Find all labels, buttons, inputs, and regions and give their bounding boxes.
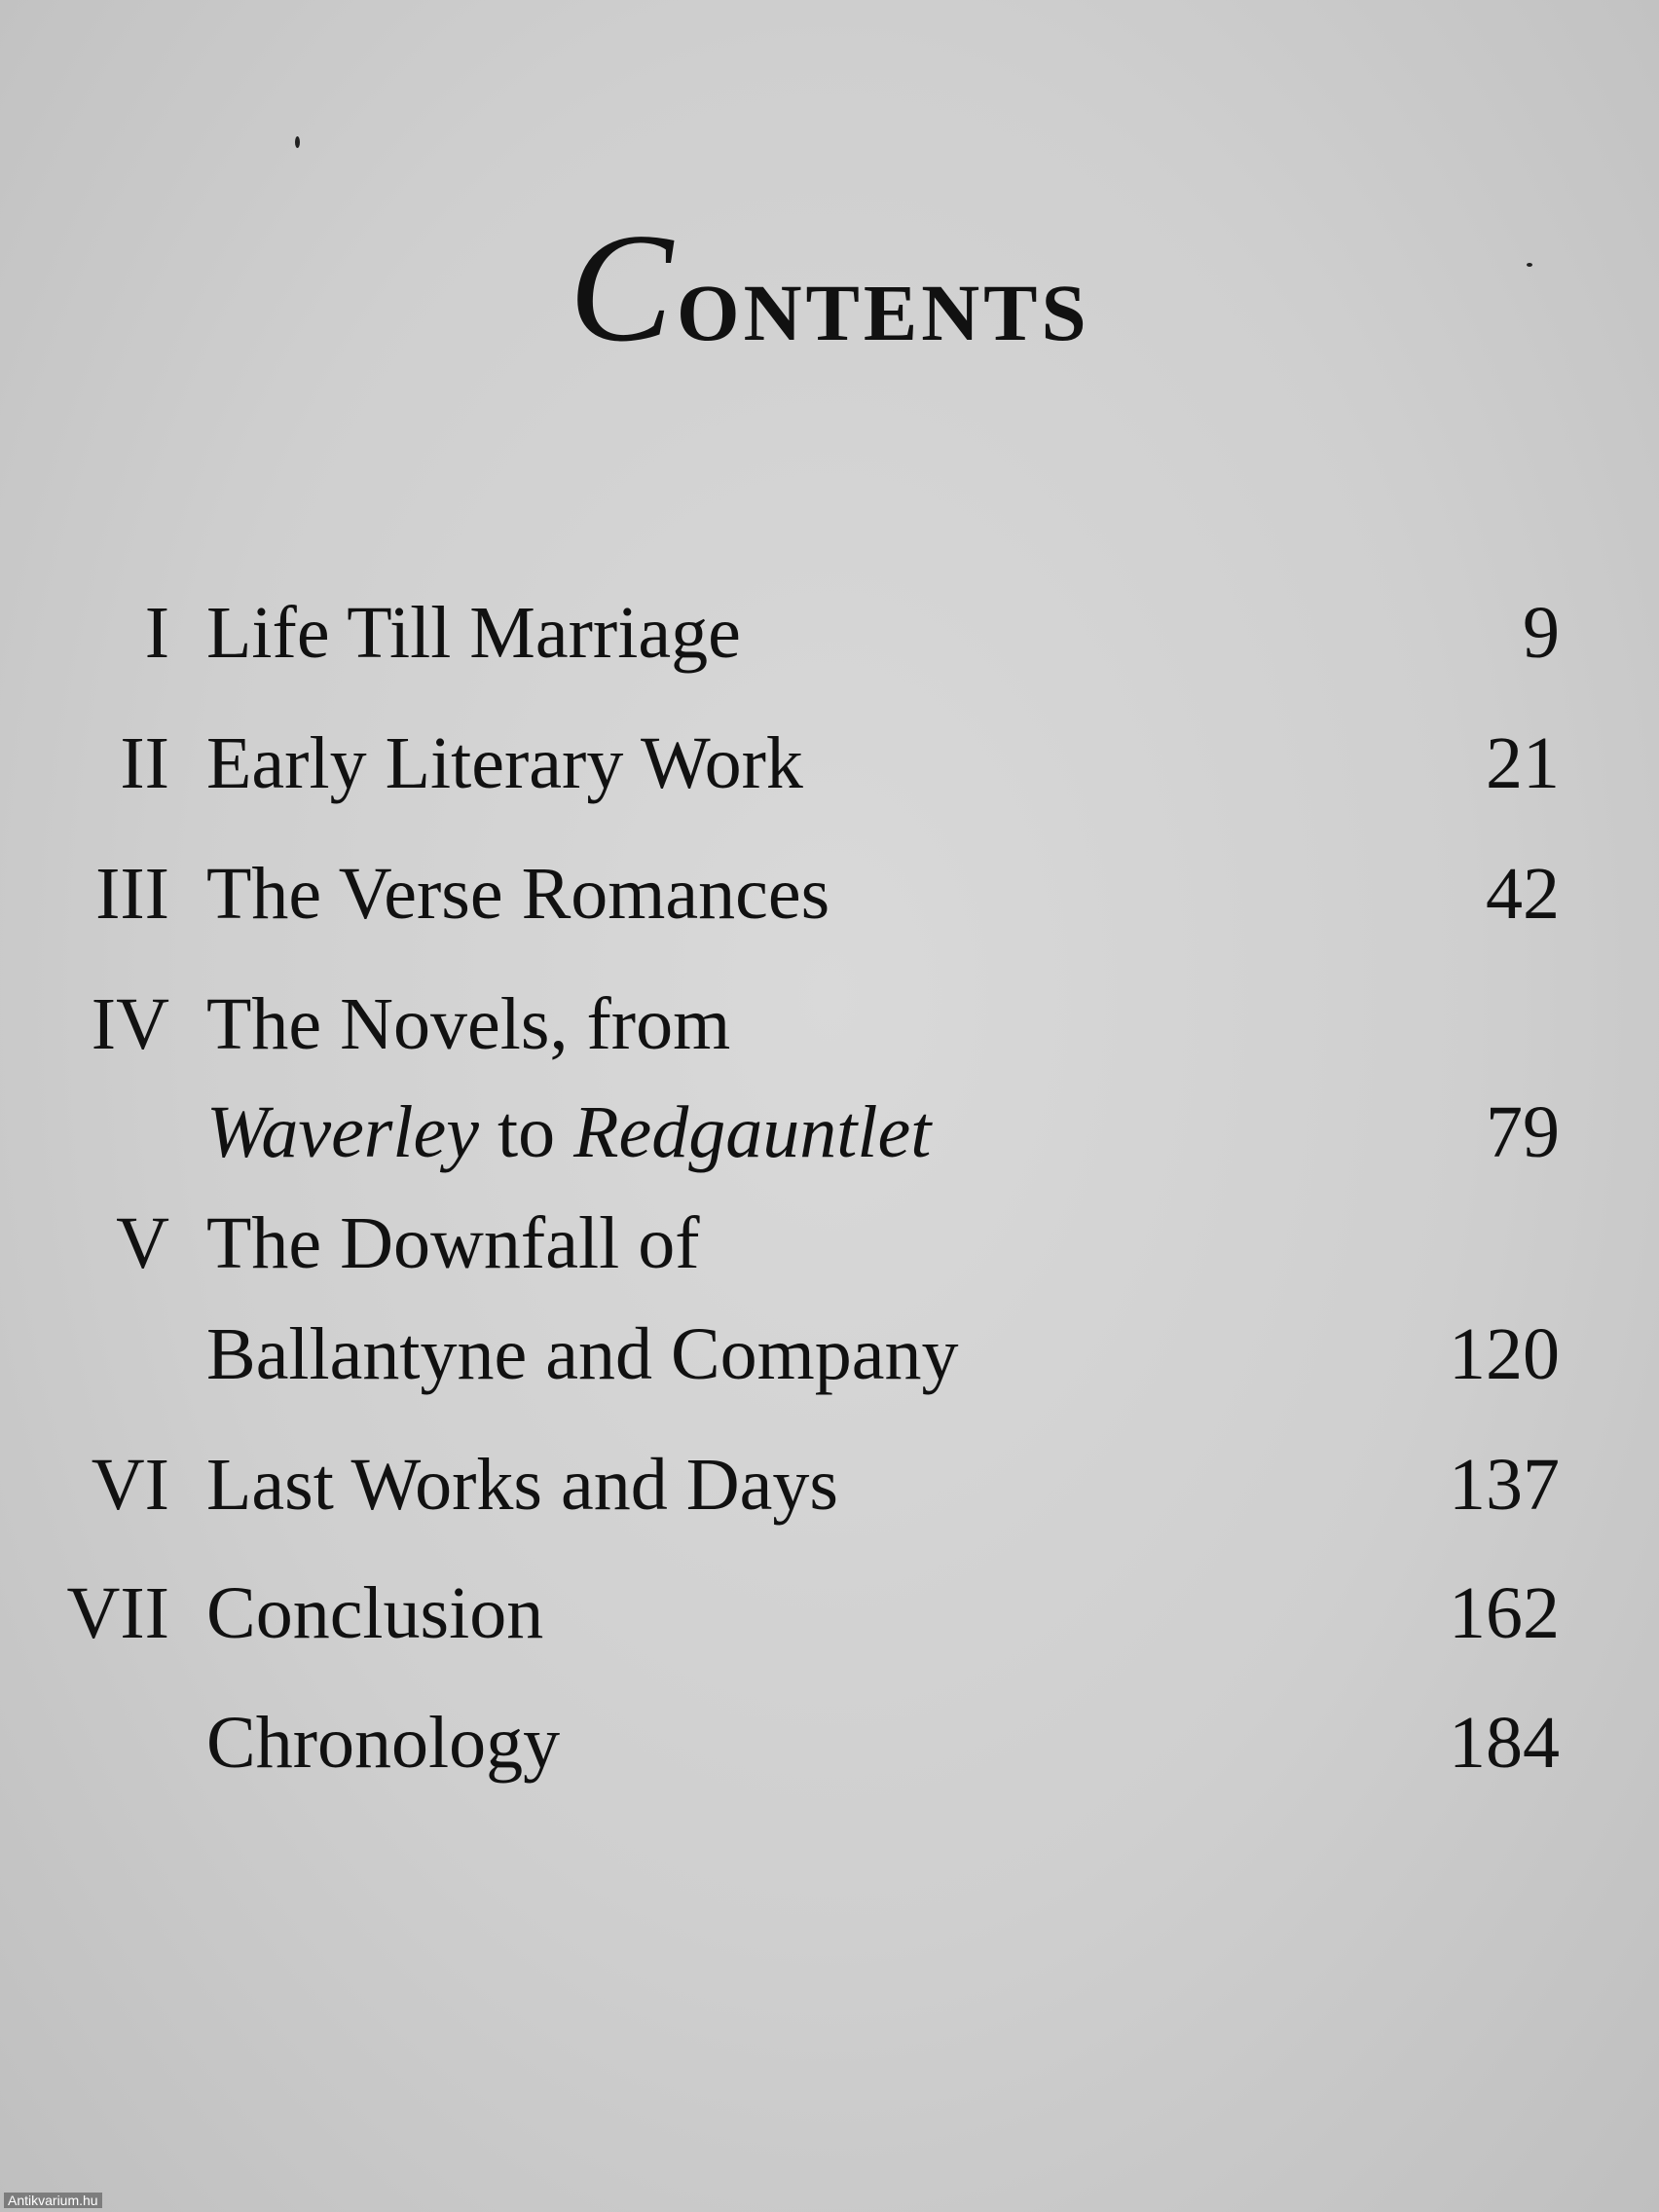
chapter-number: V: [116, 1202, 169, 1284]
page-number: 162: [1449, 1572, 1560, 1654]
chapter-number: I: [144, 592, 169, 674]
page-number: 137: [1449, 1444, 1560, 1526]
chapter-title: Conclusion: [206, 1572, 544, 1654]
toc-entry[interactable]: [0, 715, 1659, 812]
chapter-title: The Downfall of: [206, 1202, 700, 1284]
page-number: 184: [1449, 1702, 1560, 1784]
chapter-number: IV: [91, 983, 169, 1065]
chapter-title-line2: [206, 1084, 931, 1181]
watermark: Antikvarium.hu: [4, 2193, 102, 2208]
chapter-title-line2: Ballantyne and Company: [206, 1313, 959, 1395]
toc-entry[interactable]: [0, 1195, 1659, 1292]
page-number: 79: [1486, 1091, 1560, 1173]
chapter-number: VI: [91, 1444, 169, 1526]
chapter-title: The Novels, from: [206, 983, 731, 1065]
page-number: 42: [1486, 853, 1560, 935]
chapter-title: Last Works and Days: [206, 1444, 838, 1526]
chapter-title: Life Till Marriage: [206, 592, 741, 674]
book-title-redgauntlet: Redgauntlet: [573, 1091, 932, 1173]
toc-entry[interactable]: [0, 584, 1659, 682]
title-initial: C: [569, 201, 678, 374]
chapter-title: The Verse Romances: [206, 853, 830, 935]
toc-entry-continuation[interactable]: [0, 1084, 1659, 1181]
chapter-title: Early Literary Work: [206, 722, 803, 804]
chapter-number: II: [120, 722, 169, 804]
chapter-title: Chronology: [206, 1702, 561, 1784]
toc-entry[interactable]: [0, 1436, 1659, 1533]
toc-entry[interactable]: [0, 976, 1659, 1073]
chapter-number: III: [95, 853, 169, 935]
title-rest: ontents: [677, 238, 1090, 365]
title-connector: to: [478, 1091, 574, 1173]
toc-entry-continuation[interactable]: [0, 1306, 1659, 1403]
chapter-number: VII: [66, 1572, 169, 1654]
book-title-waverley: Waverley: [206, 1091, 479, 1173]
page-number: 21: [1486, 722, 1560, 804]
toc-entry[interactable]: [0, 845, 1659, 942]
toc-entry[interactable]: [0, 1694, 1659, 1791]
page-number: 120: [1449, 1313, 1560, 1395]
page-number: 9: [1523, 592, 1560, 674]
toc-entry[interactable]: [0, 1565, 1659, 1662]
